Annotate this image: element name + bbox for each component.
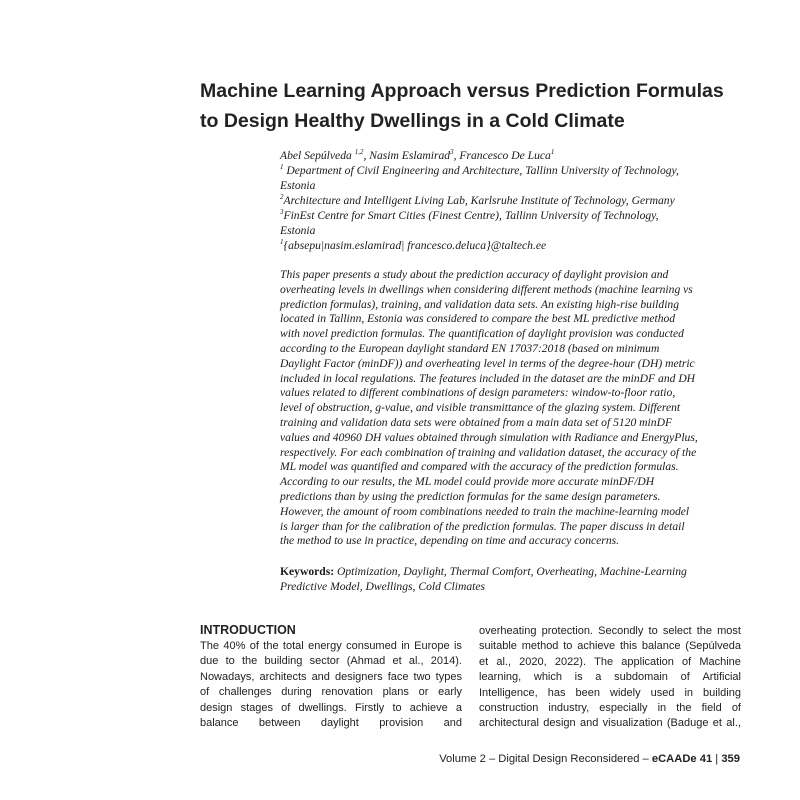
- affiliation-1: $^1$ Department of Civil Engineering and Architecture, Tallinn University of Technology,: [280, 163, 679, 177]
- body-line: overheating protection. Secondly to select the most: [479, 625, 741, 637]
- abstract-line: values and 40960 DH values obtained through simulation with Radiance and EnergyPlus,: [280, 430, 698, 444]
- abstract-line: This paper presents a study about the prediction accuracy of daylight provision and: [280, 268, 669, 281]
- abstract-line: included in local regulations. The features included in the dataset are the minDF and DH: [280, 371, 696, 385]
- page-footer: [439, 753, 740, 765]
- affiliation-3-cont: Estonia: [280, 224, 316, 237]
- abstract-line: ML model was quantified and compared with the accuracy of the prediction formulas.: [280, 460, 679, 474]
- body-line: construction industry, especially in the field of: [479, 702, 741, 715]
- abstract-line: prediction formulas), training, and validation data sets. An existing high-rise building: [280, 297, 680, 311]
- author-names: Abel Sepúlveda $^{1,2}$, Nasim Eslamirad$^3$, Francesco De Luca$^1$: [280, 148, 555, 162]
- affiliation-2: $^2$Architecture and Intelligent Living Lab, Karlsruhe Institute of Technology, Germany: [280, 193, 675, 207]
- footer-volume: Volume 2 – Digital Design Reconsidered –: [439, 753, 652, 765]
- abstract-line: overheating levels in dwellings when considering different methods (machine learning vs: [280, 282, 693, 296]
- body-line: Nowadays, architects and designers face two types: [200, 670, 462, 683]
- body-line: balance between daylight provision and: [200, 717, 462, 730]
- abstract-line: predictions than by using the prediction formulas for the same design parameters.: [280, 489, 661, 503]
- body-line: design stages of dwellings. Firstly to achieve a: [200, 701, 462, 714]
- intro-right-column: [479, 624, 741, 732]
- intro-left-column: [200, 623, 462, 731]
- abstract-line: according to the European daylight standard EN 17037:2018 (based on minimum: [280, 341, 660, 355]
- body-line: et al., 2020, 2022). The application of Machine: [479, 655, 741, 668]
- author-emails: $^1${absepu|nasim.eslamirad| francesco.deluca}@taltech.ee: [280, 238, 547, 252]
- abstract-line: According to our results, the ML model could provide more accurate minDF/DH: [280, 475, 655, 489]
- abstract-line: with novel prediction formulas. The quantification of daylight provision was conducted: [280, 327, 684, 341]
- keywords-label: Keywords:: [280, 565, 335, 578]
- title-line: Machine Learning Approach versus Prediction Formulas: [200, 80, 724, 102]
- title-line: to Design Healthy Dwellings in a Cold Climate: [200, 110, 625, 132]
- abstract-line: the method to use in practice, depending on time and accuracy concerns.: [280, 534, 620, 548]
- author-block: [280, 148, 750, 253]
- affiliation-3: $^3$FinEst Centre for Smart Cities (Finest Centre), Tallinn University of Technology,: [280, 208, 659, 222]
- page-number: 359: [721, 753, 740, 765]
- keywords-block: [280, 565, 750, 595]
- body-line: The 40% of the total energy consumed in Europe is: [200, 640, 462, 652]
- section-heading: INTRODUCTION: [200, 623, 296, 637]
- body-line: of challenges during renovation plans or early: [200, 686, 462, 699]
- body-line: Intelligence, has been widely used in building: [479, 686, 741, 699]
- abstract-line: located in Tallinn, Estonia was considered to compare the best ML predictive method: [280, 312, 676, 326]
- abstract-line: values related to different combinations of design parameters: window-to-floor ratio,: [280, 386, 676, 400]
- abstract-line: respectively. For each combination of training and validation dataset, the accuracy of the: [280, 445, 697, 459]
- abstract-line: is larger than for the calibration of the prediction formulas. The paper discuss in detail: [280, 519, 685, 533]
- body-line: learning, which is a subdomain of Artificial: [479, 671, 741, 684]
- footer-conference: eCAADe 41: [651, 753, 713, 765]
- footer-separator: |: [712, 753, 722, 765]
- keywords-line: Predictive Model, Dwellings, Cold Climates: [280, 579, 486, 593]
- abstract-line: level of obstruction, g-value, and visible transmittance of the glazing system. Different: [280, 401, 681, 415]
- body-line: architectural design and visualization (Baduge et al.,: [479, 717, 741, 730]
- abstract-line: Daylight Factor (minDF)) and overheating level in terms of the degree-hour (DH) metric: [280, 356, 695, 370]
- paper-title: [200, 76, 760, 136]
- body-line: due to the building sector (Ahmad et al., 2014).: [200, 655, 462, 668]
- abstract: [280, 268, 750, 549]
- abstract-line: training and validation data sets were obtained from a main data set of 5120 minDF: [280, 415, 673, 429]
- body-line: suitable method to achieve this balance (Sepúlveda: [479, 640, 741, 653]
- abstract-line: However, the amount of room combinations needed to train the machine-learning model: [280, 504, 690, 518]
- affiliation-1-cont: Estonia: [280, 179, 316, 192]
- keywords-line: Keywords: Optimization, Daylight, Thermal Comfort, Overheating, Machine-Learning: [280, 565, 687, 578]
